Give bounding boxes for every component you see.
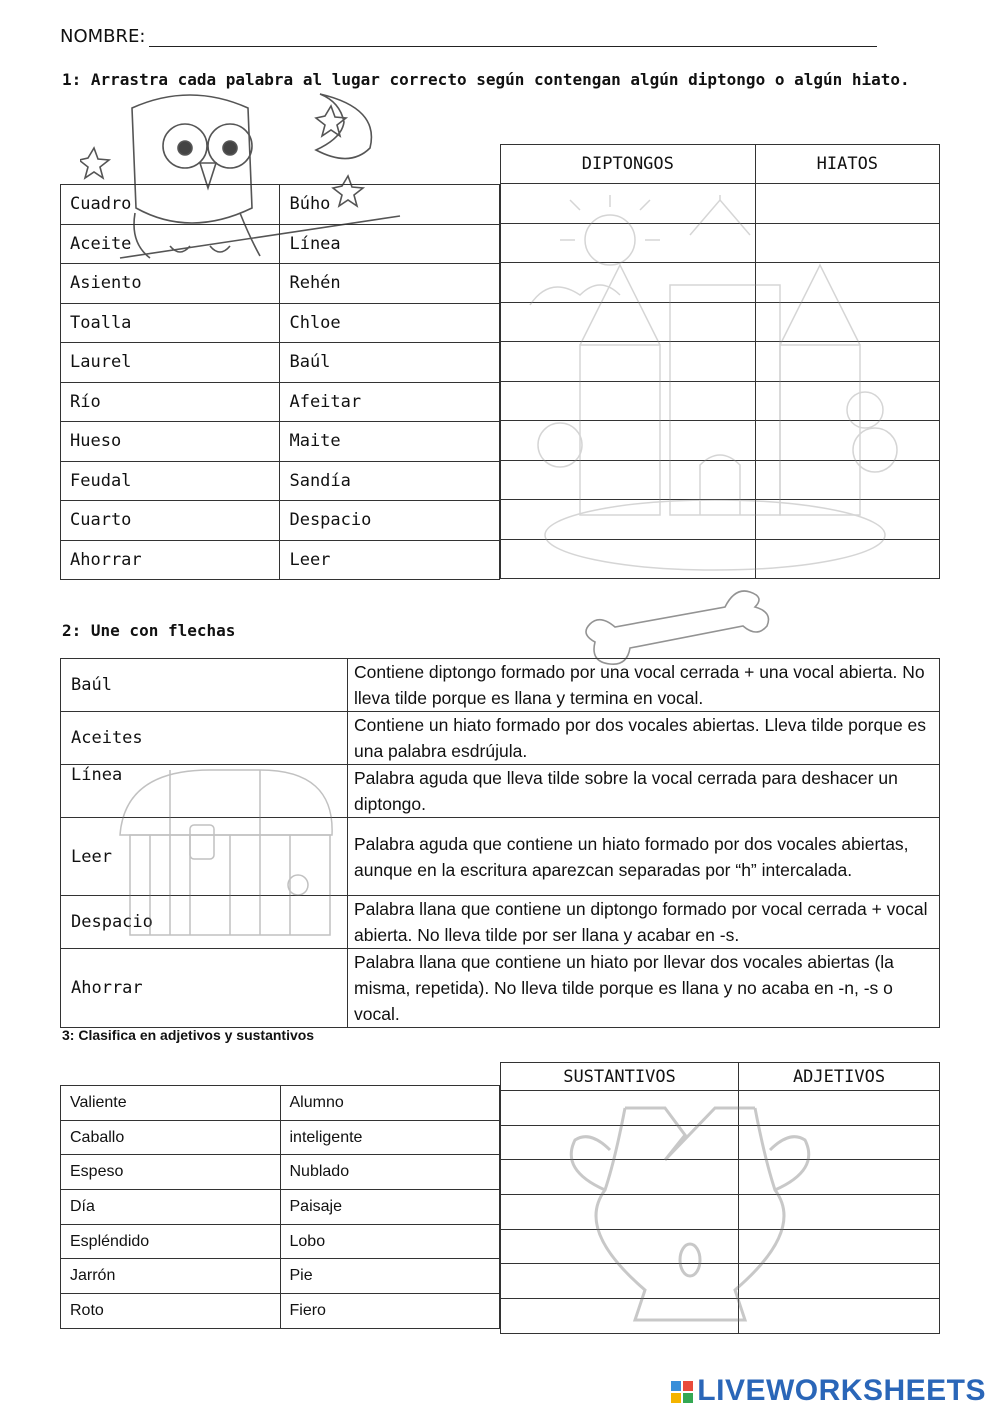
draggable-word[interactable]: Día (61, 1190, 281, 1225)
adjetivos-drop-cell[interactable] (739, 1264, 940, 1299)
header-hiatos: HIATOS (755, 145, 939, 184)
sustantivos-drop-cell[interactable] (501, 1264, 739, 1299)
sustantivos-drop-cell[interactable] (501, 1195, 739, 1230)
diptongos-drop-cell[interactable] (501, 500, 756, 540)
table-row (61, 382, 500, 422)
table-row (61, 712, 940, 765)
hiatos-drop-cell[interactable] (755, 381, 939, 421)
hiatos-drop-cell[interactable] (755, 421, 939, 461)
section3-word-table (60, 1085, 500, 1329)
match-description[interactable]: Contiene un hiato formado por dos vocales abiertas. Lleva tilde porque es una palabra esdrújula. (348, 712, 940, 765)
hiatos-drop-cell[interactable] (755, 539, 939, 579)
diptongos-drop-cell[interactable] (501, 184, 756, 224)
draggable-word[interactable]: Afeitar (280, 382, 500, 422)
draggable-word[interactable]: inteligente (280, 1120, 500, 1155)
header-diptongos: DIPTONGOS (501, 145, 756, 184)
diptongos-drop-cell[interactable] (501, 381, 756, 421)
table-row (501, 342, 940, 382)
table-row (61, 1155, 500, 1190)
match-word[interactable]: Despacio (61, 896, 348, 949)
draggable-word[interactable]: Hueso (61, 422, 280, 462)
table-row (501, 1195, 940, 1230)
match-description[interactable]: Palabra llana que contiene un diptongo formado por vocal cerrada + vocal abierta. No lleva tilde por ser llana y acabar en -s. (348, 896, 940, 949)
draggable-word[interactable]: Asiento (61, 264, 280, 304)
table-row (501, 1091, 940, 1126)
draggable-word[interactable]: Alumno (280, 1086, 500, 1121)
section2-title: 2: Une con flechas (62, 621, 236, 640)
section1-drop-table (500, 144, 940, 579)
name-label: NOMBRE: (60, 26, 146, 47)
match-description[interactable]: Palabra aguda que contiene un hiato formado por dos vocales abiertas, aunque en la escritura aparezcan separadas por “h” intercalada. (348, 818, 940, 896)
brand-text: LIVEWORKSHEETS (697, 1374, 986, 1407)
table-row (61, 896, 940, 949)
adjetivos-drop-cell[interactable] (739, 1299, 940, 1334)
sustantivos-drop-cell[interactable] (501, 1160, 739, 1195)
sustantivos-drop-cell[interactable] (501, 1229, 739, 1264)
table-row (61, 303, 500, 343)
table-row (61, 818, 940, 896)
sustantivos-drop-cell[interactable] (501, 1125, 739, 1160)
diptongos-drop-cell[interactable] (501, 263, 756, 303)
draggable-word[interactable]: Cuadro (61, 185, 280, 225)
header-sustantivos: SUSTANTIVOS (501, 1063, 739, 1091)
header-adjetivos: ADJETIVOS (739, 1063, 940, 1091)
match-word[interactable]: Leer (61, 818, 348, 896)
table-row (501, 460, 940, 500)
hiatos-drop-cell[interactable] (755, 223, 939, 263)
draggable-word[interactable]: Leer (280, 540, 500, 580)
draggable-word[interactable]: Valiente (61, 1086, 281, 1121)
draggable-word[interactable]: Laurel (61, 343, 280, 383)
match-word[interactable]: Línea (61, 765, 348, 818)
table-row (61, 1190, 500, 1225)
adjetivos-drop-cell[interactable] (739, 1091, 940, 1126)
name-line[interactable] (149, 26, 877, 47)
draggable-word[interactable]: Aceite (61, 224, 280, 264)
table-row (501, 539, 940, 579)
draggable-word[interactable]: Búho (280, 185, 500, 225)
match-description[interactable]: Palabra llana que contiene un hiato por llevar dos vocales abiertas (la misma, repetida). No lleva tilde porque es llana y no acaba en -n, -s o vocal. (348, 949, 940, 1028)
section3-title: 3: Clasifica en adjetivos y sustantivos (62, 1027, 315, 1043)
draggable-word[interactable]: Maite (280, 422, 500, 462)
table-row (61, 1120, 500, 1155)
table-row (61, 1294, 500, 1329)
draggable-word[interactable]: Jarrón (61, 1259, 281, 1294)
table-row (61, 461, 500, 501)
brand-mark-icon (671, 1381, 693, 1403)
name-field[interactable] (60, 26, 877, 47)
match-description[interactable]: Contiene diptongo formado por una vocal cerrada + una vocal abierta. No lleva tilde porque es llana y termina en vocal. (348, 659, 940, 712)
match-word[interactable]: Aceites (61, 712, 348, 765)
draggable-word[interactable]: Chloe (280, 303, 500, 343)
draggable-word[interactable]: Pie (280, 1259, 500, 1294)
table-row (501, 223, 940, 263)
section1-title: 1: Arrastra cada palabra al lugar correcto según contengan algún diptongo o algún hiato. (62, 70, 910, 89)
draggable-word[interactable]: Espeso (61, 1155, 281, 1190)
draggable-word[interactable]: Río (61, 382, 280, 422)
table-row (501, 1299, 940, 1334)
table-row (61, 1224, 500, 1259)
table-row (501, 1229, 940, 1264)
hiatos-drop-cell[interactable] (755, 263, 939, 303)
section2-match-table (60, 658, 940, 1028)
liveworksheets-logo (671, 1374, 986, 1408)
draggable-word[interactable]: Feudal (61, 461, 280, 501)
draggable-word[interactable]: Baúl (280, 343, 500, 383)
diptongos-drop-cell[interactable] (501, 539, 756, 579)
sustantivos-drop-cell[interactable] (501, 1299, 739, 1334)
table-row (501, 1160, 940, 1195)
adjetivos-drop-cell[interactable] (739, 1195, 940, 1230)
draggable-word[interactable]: Ahorrar (61, 540, 280, 580)
table-row (61, 264, 500, 304)
table-row (501, 381, 940, 421)
diptongos-drop-cell[interactable] (501, 223, 756, 263)
hiatos-drop-cell[interactable] (755, 184, 939, 224)
hiatos-drop-cell[interactable] (755, 500, 939, 540)
table-row (61, 765, 940, 818)
diptongos-drop-cell[interactable] (501, 342, 756, 382)
table-row (61, 501, 500, 541)
match-description[interactable]: Palabra aguda que lleva tilde sobre la vocal cerrada para deshacer un diptongo. (348, 765, 940, 818)
table-row (501, 1125, 940, 1160)
draggable-word[interactable]: Lobo (280, 1224, 500, 1259)
adjetivos-drop-cell[interactable] (739, 1229, 940, 1264)
table-row (501, 184, 940, 224)
table-row (61, 1259, 500, 1294)
draggable-word[interactable]: Sandía (280, 461, 500, 501)
sustantivos-drop-cell[interactable] (501, 1091, 739, 1126)
draggable-word[interactable]: Paisaje (280, 1190, 500, 1225)
draggable-word[interactable]: Cuarto (61, 501, 280, 541)
draggable-word[interactable]: Nublado (280, 1155, 500, 1190)
table-row (61, 343, 500, 383)
hiatos-drop-cell[interactable] (755, 342, 939, 382)
diptongos-drop-cell[interactable] (501, 421, 756, 461)
table-row (501, 500, 940, 540)
draggable-word[interactable]: Roto (61, 1294, 281, 1329)
match-word[interactable]: Ahorrar (61, 949, 348, 1028)
draggable-word[interactable]: Fiero (280, 1294, 500, 1329)
table-row (501, 263, 940, 303)
draggable-word[interactable]: Caballo (61, 1120, 281, 1155)
table-row (501, 302, 940, 342)
table-row (61, 540, 500, 580)
adjetivos-drop-cell[interactable] (739, 1160, 940, 1195)
adjetivos-drop-cell[interactable] (739, 1125, 940, 1160)
draggable-word[interactable]: Toalla (61, 303, 280, 343)
match-word[interactable]: Baúl (61, 659, 348, 712)
diptongos-drop-cell[interactable] (501, 460, 756, 500)
table-row (61, 422, 500, 462)
table-row (61, 185, 500, 225)
draggable-word[interactable]: Despacio (280, 501, 500, 541)
diptongos-drop-cell[interactable] (501, 302, 756, 342)
section3-drop-table (500, 1062, 940, 1334)
hiatos-drop-cell[interactable] (755, 302, 939, 342)
hiatos-drop-cell[interactable] (755, 460, 939, 500)
section1-word-table (60, 184, 500, 580)
table-row (61, 949, 940, 1028)
table-row (501, 1264, 940, 1299)
draggable-word[interactable]: Rehén (280, 264, 500, 304)
table-row (501, 421, 940, 461)
draggable-word[interactable]: Línea (280, 224, 500, 264)
table-row (61, 1086, 500, 1121)
table-row (61, 659, 940, 712)
draggable-word[interactable]: Espléndido (61, 1224, 281, 1259)
table-row (61, 224, 500, 264)
